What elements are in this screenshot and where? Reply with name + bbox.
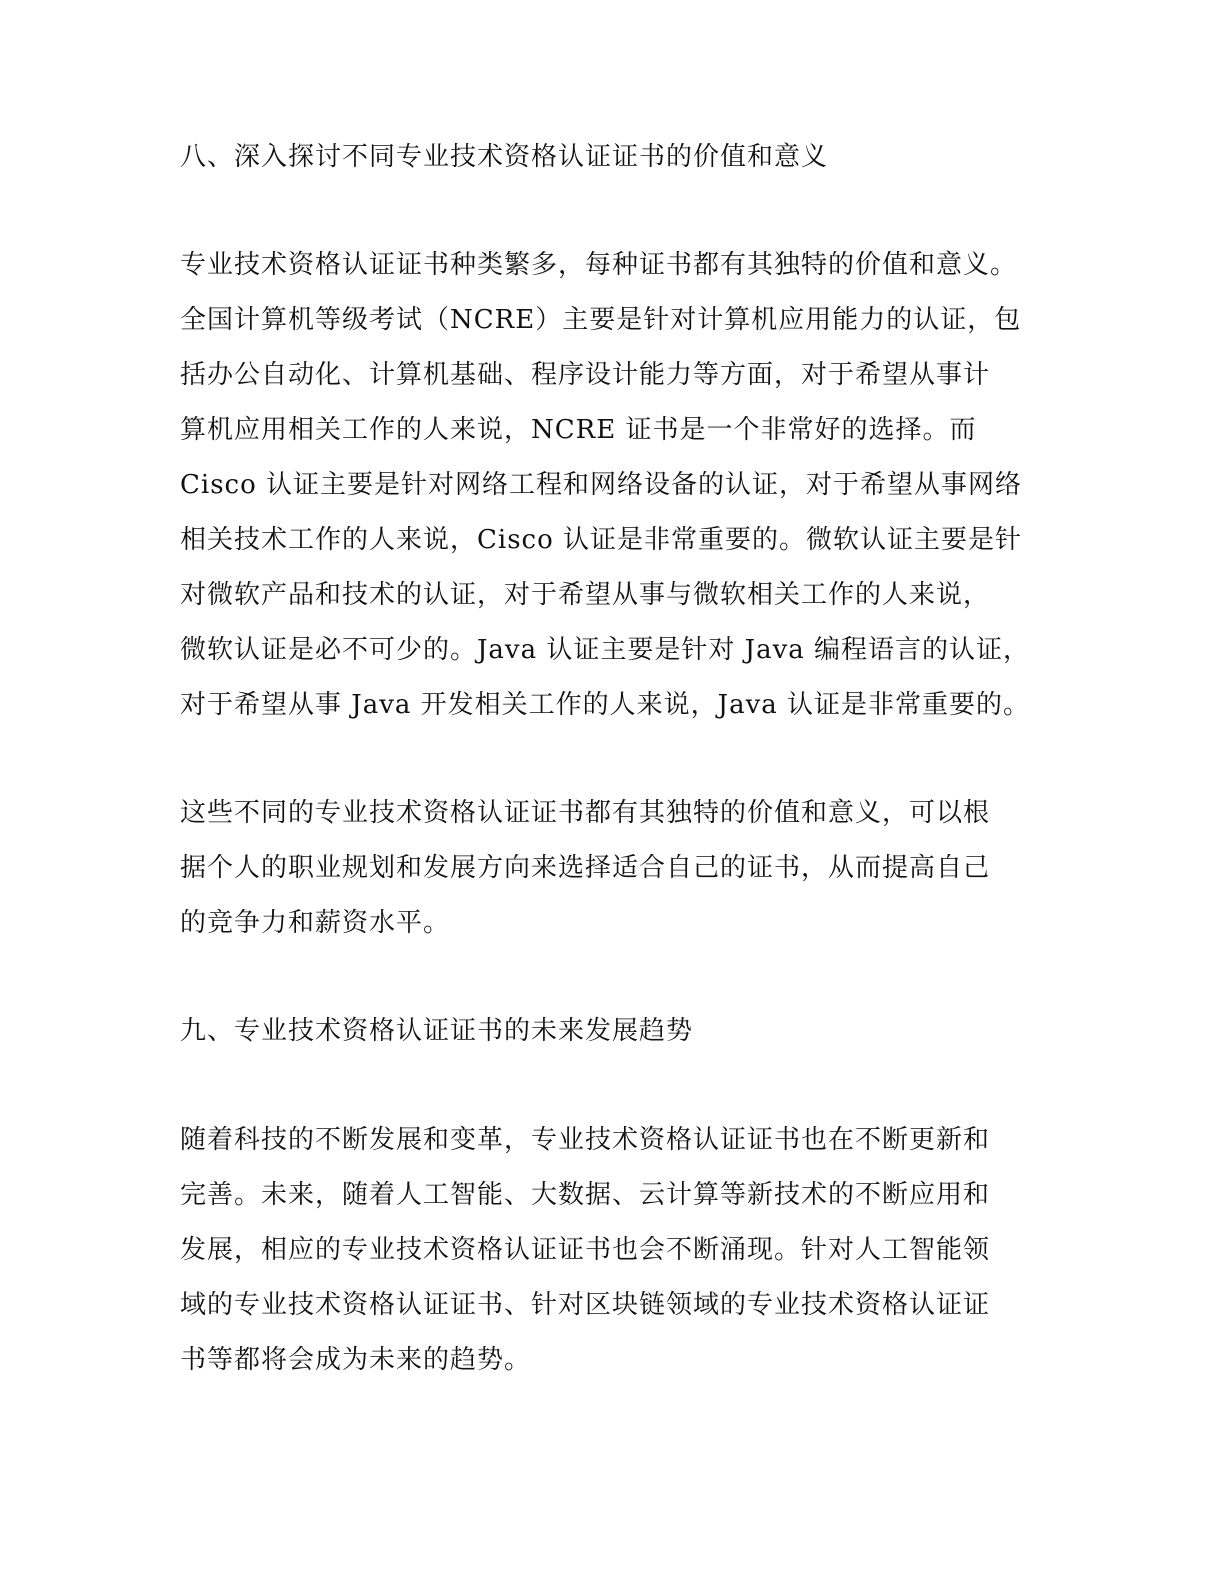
paragraph-line: 书等都将会成为未来的趋势。	[180, 1345, 532, 1375]
paragraph-line: 完善。未来，随着人工智能、大数据、云计算等新技术的不断应用和	[180, 1180, 991, 1210]
paragraph-line: 这些不同的专业技术资格认证证书都有其独特的价值和意义，可以根	[180, 798, 991, 828]
paragraph-line: 的竞争力和薪资水平。	[180, 908, 451, 938]
paragraph-line: 对微软产品和技术的认证，对于希望从事与微软相关工作的人来说，	[180, 580, 991, 610]
paragraph-line: 随着科技的不断发展和变革，专业技术资格认证证书也在不断更新和	[180, 1125, 991, 1155]
paragraph-line: 括办公自动化、计算机基础、程序设计能力等方面，对于希望从事计	[180, 360, 991, 390]
paragraph-line: 据个人的职业规划和发展方向来选择适合自己的证书，从而提高自己	[180, 853, 991, 883]
paragraph-line: 全国计算机等级考试（NCRE）主要是针对计算机应用能力的认证，包	[180, 305, 1022, 335]
paragraph-line: 域的专业技术资格认证证书、针对区块链领域的专业技术资格认证证	[180, 1290, 991, 1320]
paragraph-line: 对于希望从事 Java 开发相关工作的人来说，Java 认证是非常重要的。	[180, 690, 1031, 720]
paragraph-line: 专业技术资格认证证书种类繁多，每种证书都有其独特的价值和意义。	[180, 250, 1018, 280]
paragraph-line: 发展，相应的专业技术资格认证证书也会不断涌现。针对人工智能领	[180, 1235, 991, 1265]
paragraph-line: 相关技术工作的人来说，Cisco 认证是非常重要的。微软认证主要是针	[180, 525, 1023, 555]
section-heading-8: 八、深入探讨不同专业技术资格认证证书的价值和意义	[180, 142, 829, 172]
paragraph-line: Cisco 认证主要是针对网络工程和网络设备的认证，对于希望从事网络	[180, 470, 1023, 500]
section-heading-9: 九、专业技术资格认证证书的未来发展趋势	[180, 1016, 694, 1046]
paragraph-line: 算机应用相关工作的人来说，NCRE 证书是一个非常好的选择。而	[180, 415, 977, 445]
paragraph-line: 微软认证是必不可少的。Java 认证主要是针对 Java 编程语言的认证，	[180, 635, 1031, 665]
